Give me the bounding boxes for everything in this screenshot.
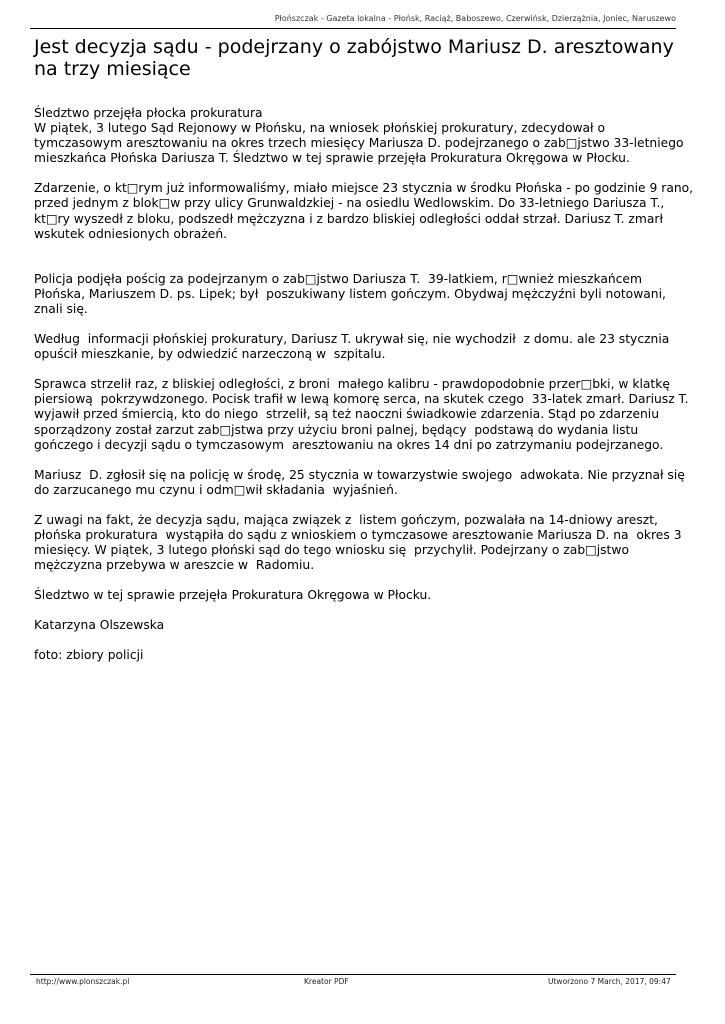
footer-divider [30, 974, 676, 975]
article-paragraph-surrender: Mariusz D. zgłosił się na policję w środę, 25 stycznia w towarzystwie swojego adwokata. Nie przyznał się do zarzucanego mu czynu i odm□wił składania wyjaśnień. [34, 467, 689, 497]
article-paragraph-shooting: Sprawca strzelił raz, z bliskiej odległości, z broni małego kalibru - prawdopodobnie przer□bki, w klatkę piersiową pokrzywdzonego. Pocisk trafił w lewą komorę serca, na skutek czego 33-latek zmarł. Dariusz T. wyjawił przed śmiercią, kto do niego strzelił, są też naoczni świadkowie zdarzenia. Stąd po zdarzeniu sporządzony został zarzut zab□jstwa przy użyciu broni palnej, będący podstawą do wydania listu gończego i decyzji sądu o tymczasowym aresztowaniu na okres 14 dni po zatrzymaniu podejrzanego. [34, 377, 693, 452]
footer-generator: Kreator PDF [304, 977, 349, 986]
article-paragraph-incident: Zdarzenie, o kt□rym już informowaliśmy, miało miejsce 23 stycznia w środku Płońska - po godzinie 9 rano, przed jednym z blok□w przy ulicy Grunwaldzkiej - na osiedlu Wedlowskim. Do 33-letniego Dariusza T., kt□ry wyszedł z bloku, podszedł mężczyzna i z bardzo bliskiej odległości oddał strzał. Dariusz T. zmarł wskutek odniesionych obrażeń. [34, 181, 697, 241]
header-divider [30, 28, 676, 29]
article-body [34, 106, 697, 664]
footer-site-url[interactable]: http://www.plonszczak.pl [36, 977, 130, 986]
article-paragraph-prosecutor-info: Według informacji płońskiej prokuratury, Dariusz T. ukrywał się, nie wychodził z domu. ale 23 stycznia opuścił mieszkanie, by odwiedzić narzeczoną w szpitalu. [34, 332, 674, 362]
site-header: Płońszczak - Gazeta lokalna - Płońsk, Raciąż, Baboszewo, Czerwińsk, Dzierzążnia, Joniec, Naruszewo [274, 14, 676, 23]
photo-credit: foto: zbiory policji [34, 648, 144, 663]
footer-created-date: Utworzono 7 March, 2017, 09:47 [548, 977, 671, 986]
article-paragraph-arrest: Z uwagi na fakt, że decyzja sądu, mająca związek z listem gończym, pozwalała na 14-dniowy areszt, płońska prokuratura wystąpiła do sądu z wnioskiem o tymczasowe aresztowanie Mariusza D. na okres 3 miesięcy. W piątek, 3 lutego płoński sąd do tego wniosku się przychylił. Podejrzany o zab□jstwo mężczyzna przebywa w areszcie w Radomiu. [34, 512, 686, 573]
article-paragraph-investigation: Śledztwo w tej sprawie przejęła Prokuratura Okręgowa w Płocku. [34, 588, 432, 603]
article-paragraph-lead: Śledztwo przejęła płocka prokuratura W piątek, 3 lutego Sąd Rejonowy w Płońsku, na wniosek płońskiej prokuratury, zdecydował o tymczasowym aresztowaniu na okres trzech miesięcy Mariusza D. podejrzanego o zab□jstwo 33-letniego mieszkańca Płońska Dariusza T. Śledztwo w tej sprawie przejęła Prokuratura Okręgowa w Płocku. [34, 106, 684, 166]
article-paragraph-pursuit: Policja podjęła pościg za podejrzanym o zab□jstwo Dariusza T. 39-latkiem, r□wnież mieszkańcem Płońska, Mariuszem D. ps. Lipek; był poszukiwany listem gończym. Obydwaj mężczyźni byli notowani, znali się. [34, 271, 670, 316]
article-title: Jest decyzja sądu - podejrzany o zabójstwo Mariusz D. aresztowany na trzy miesiące [34, 36, 674, 80]
article-author: Katarzyna Olszewska [34, 618, 165, 633]
